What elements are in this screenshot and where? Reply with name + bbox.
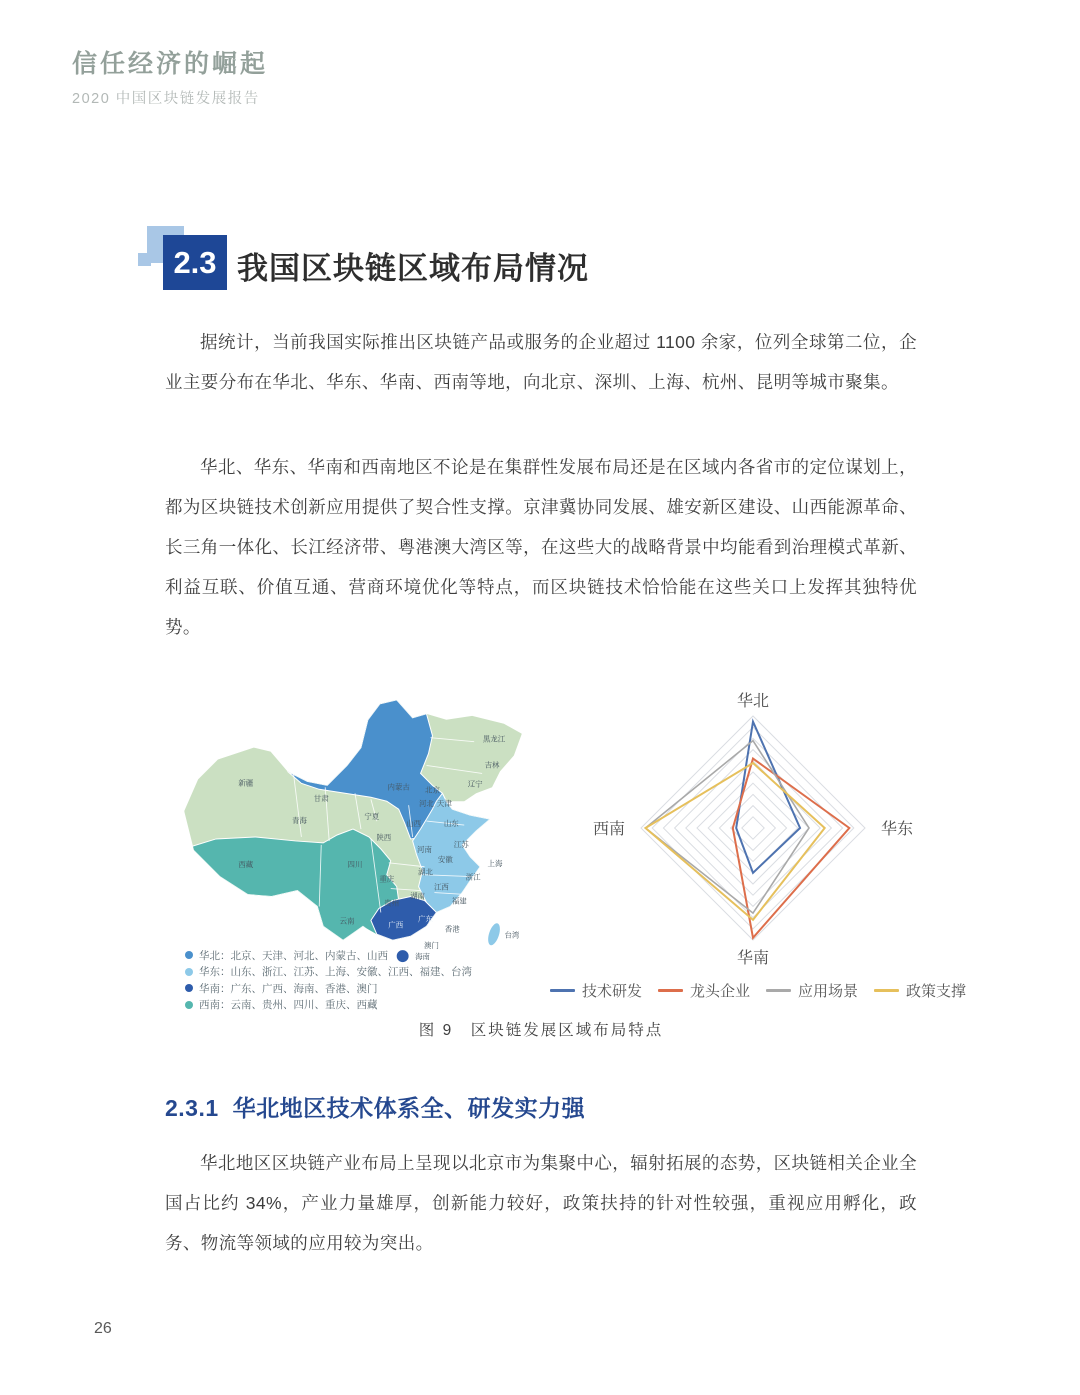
map-legend [185, 947, 525, 1013]
radar-axis-label: 华东 [880, 821, 914, 838]
map-label-province: 云南 [339, 916, 355, 926]
map-label-province: 江西 [433, 882, 449, 892]
report-brand [72, 44, 268, 108]
legend-line-icon [766, 989, 791, 992]
radar-grid-ring [675, 750, 832, 907]
radar-series-应用场景 [645, 741, 809, 913]
map-label-province: 甘肃 [313, 794, 329, 804]
map-label-province: 广西 [388, 920, 404, 930]
legend-line-icon [550, 989, 575, 992]
radar-legend-label: 政策支撑 [906, 983, 967, 1000]
map-label-province: 吉林 [484, 760, 500, 770]
map-legend-label: 华北：北京、天津、河北、内蒙古、山西 [199, 949, 388, 962]
map-legend-row [185, 947, 525, 964]
map-label-province: 江苏 [453, 839, 469, 849]
map-label-province: 重庆 [379, 874, 395, 884]
map-label-province: 香港 [444, 924, 460, 934]
map-label-province: 山西 [406, 819, 422, 829]
map-label-province: 天津 [436, 799, 452, 809]
body-paragraph-1: 据统计，当前我国实际推出区块链产品或服务的企业超过 1100 余家，位列全球第二位，企业主要分布在华北、华东、华南、西南等地，向北京、深圳、上海、杭州、昆明等城市聚集。 [165, 332, 917, 392]
legend-dot-icon [185, 968, 193, 976]
body-paragraph-2: 华北、华东、华南和西南地区不论是在集群性发展布局还是在区域内各省市的定位谋划上，都为区块链技术创新应用提供了契合性支撑。京津冀协同发展、雄安新区建设、山西能源革命、长三角一体化、长江经济带、粤港澳大湾区等，在这些大的战略背景中均能看到治理模式革新、利益互联、价值互通、营商环境优化等特点，而区块链技术恰恰能在这些关口上发挥其独特优势。 [165, 457, 917, 637]
map-label-province: 河北 [419, 799, 434, 809]
map-label-province: 西藏 [238, 859, 254, 869]
map-label-province: 辽宁 [467, 779, 483, 789]
section-heading [138, 226, 938, 302]
section-number-badge: 2.3 [163, 235, 227, 290]
radar-legend-item [766, 980, 858, 1001]
heading-accent-square-small [138, 253, 151, 266]
map-island-taiwan [485, 921, 503, 947]
subsection-heading [165, 1090, 585, 1123]
brand-logo-subtitle: 2020 中国区块链发展报告 [72, 91, 260, 107]
map-label-province: 黑龙江 [482, 734, 506, 744]
map-label-province: 陕西 [376, 832, 392, 842]
radar-grid-ring [663, 738, 842, 917]
map-label-province: 宁夏 [364, 812, 380, 822]
radar-legend-label: 应用场景 [798, 983, 859, 1000]
section-title: 我国区块链区域布局情况 [237, 251, 589, 286]
radar-grid-ring [742, 817, 764, 839]
map-label-province: 河南 [417, 844, 432, 854]
map-legend-row [185, 964, 525, 981]
map-label-province: 四川 [347, 859, 363, 869]
map-legend-label: 华东：山东、浙江、江苏、上海、安徽、江西、福建、台湾 [199, 966, 472, 979]
map-legend-label: 华南：广东、广西、海南、香港、澳门 [199, 982, 378, 995]
region-radar-chart [548, 688, 968, 1001]
map-label-province: 上海 [487, 858, 503, 868]
legend-line-icon [874, 989, 899, 992]
map-label-province: 北京 [425, 785, 440, 795]
radar-legend-label: 龙头企业 [689, 983, 750, 1000]
map-label-province: 安徽 [437, 854, 453, 864]
legend-dot-icon [185, 984, 193, 992]
legend-dot-icon [185, 951, 193, 959]
map-label-province: 浙江 [465, 872, 481, 882]
map-label-province: 台湾 [504, 930, 520, 940]
radar-grid-ring [708, 783, 798, 873]
radar-axis-label: 西南 [592, 821, 626, 838]
map-label-province: 内蒙古 [387, 782, 410, 792]
body-paragraph-3: 华北地区区块链产业布局上呈现以北京市为集聚中心，辐射拓展的态势，区块链相关企业全国占比约 34%，产业力量雄厚，创新能力较好，政策扶持的针对性较强，重视应用孵化，政务、物流等领域的应用较为突出。 [165, 1153, 917, 1253]
map-label-province: 湖南 [410, 891, 425, 901]
figure-caption: 图 9 区块链发展区域布局特点 [418, 1022, 664, 1039]
map-label-province: 新疆 [238, 778, 254, 788]
map-label-province: 贵州 [384, 898, 400, 908]
radar-legend-item [658, 980, 750, 1001]
map-legend-row [185, 980, 525, 997]
map-label-province: 澳门 [424, 941, 439, 951]
map-label-province: 青海 [291, 816, 307, 826]
map-region-xinan [190, 829, 399, 940]
legend-line-icon [658, 989, 683, 992]
legend-dot-icon [185, 1001, 193, 1009]
map-label-province: 海南 [415, 952, 430, 962]
map-label-province: 广东 [418, 914, 433, 924]
radar-legend-item [550, 980, 642, 1001]
radar-legend-item [874, 980, 966, 1001]
map-legend-label: 西南：云南、贵州、四川、重庆、西藏 [199, 999, 378, 1012]
map-legend-row [185, 997, 525, 1014]
subsection-number: 2.3.1 [165, 1095, 219, 1121]
map-label-province: 山东 [443, 819, 459, 829]
radar-chart-svg [548, 688, 968, 973]
brand-logo-title: 信任经济的崛起 [72, 50, 269, 78]
map-label-province: 福建 [451, 896, 467, 906]
subsection-title: 华北地区技术体系全、研发实力强 [232, 1095, 586, 1121]
radar-axis-label: 华北 [736, 693, 770, 710]
radar-legend-label: 技术研发 [581, 983, 642, 1000]
page-number: 26 [94, 1320, 112, 1337]
radar-axis-label: 华南 [736, 950, 770, 967]
map-label-province: 湖北 [418, 867, 433, 877]
china-region-map [176, 690, 534, 978]
radar-legend [548, 980, 968, 1001]
china-map-svg [176, 690, 534, 973]
